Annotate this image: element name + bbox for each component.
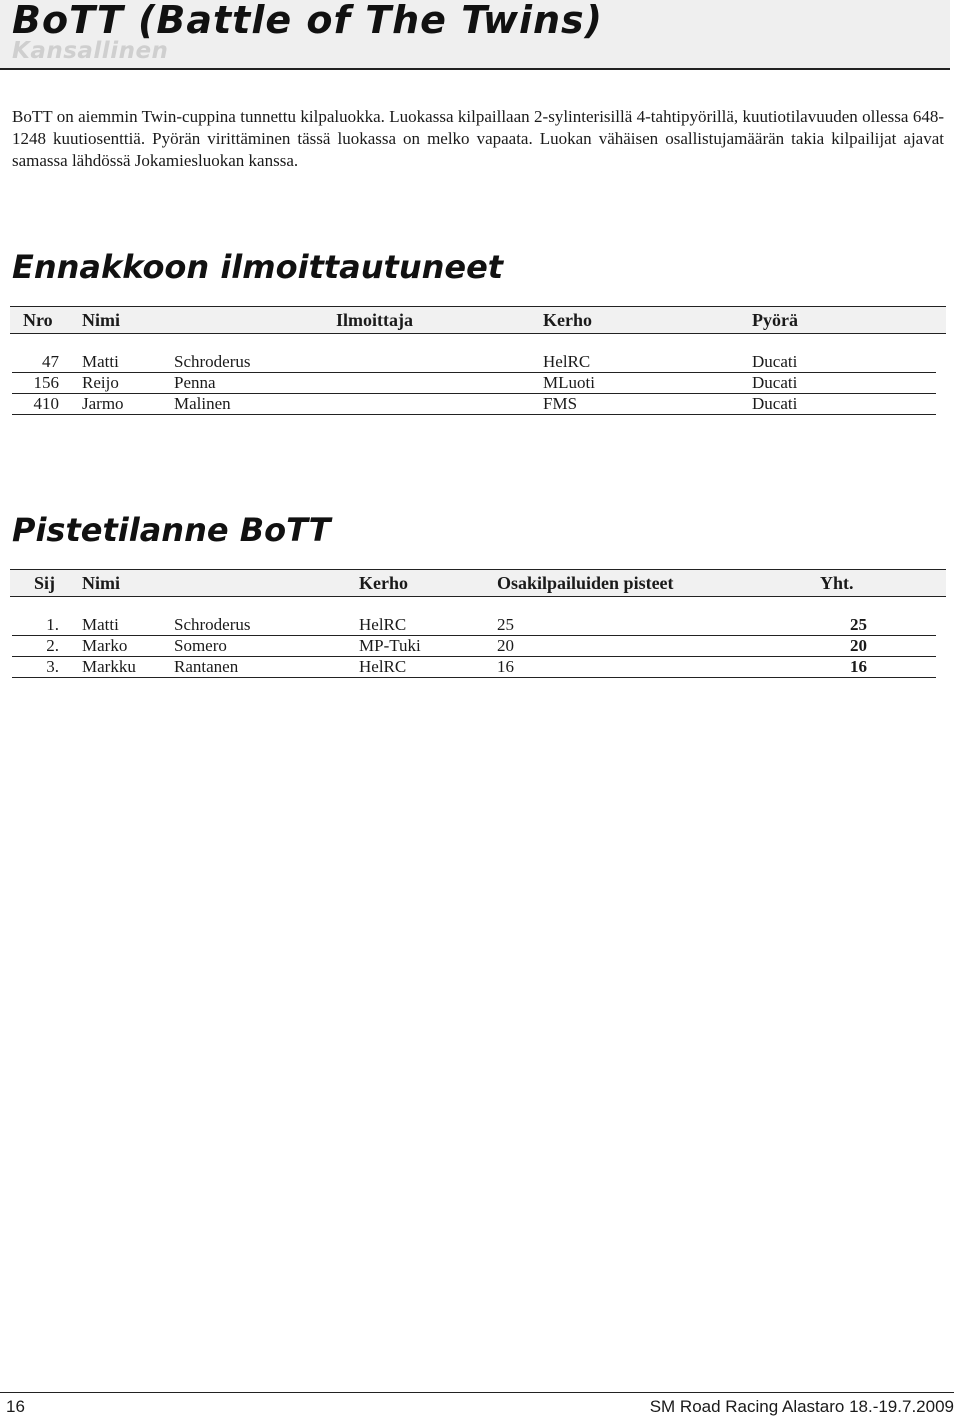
cell-pyora: Ducati [752,373,798,392]
table-row [12,636,936,657]
registered-heading: Ennakkoon ilmoittautuneet [12,248,504,286]
col-pyora: Pyörä [752,310,798,330]
cell-nro: 47 [42,352,59,371]
cell-yht: 25 [850,615,867,634]
cell-sij: 3. [46,657,59,676]
cell-yht: 16 [850,657,867,676]
cell-first-name: Markku [82,657,136,676]
cell-last-name: Schroderus [174,615,251,634]
cell-first-name: Reijo [82,373,119,392]
cell-last-name: Malinen [174,394,231,413]
cell-first-name: Jarmo [82,394,124,413]
standings-heading: Pistetilanne BoTT [12,511,331,549]
table-row [12,394,936,415]
cell-pyora: Ducati [752,352,798,371]
footer-event-title: SM Road Racing Alastaro 18.-19.7.2009 [649,1397,954,1416]
cell-nro: 156 [33,373,59,392]
cell-yht: 20 [850,636,867,655]
registered-table-header [10,306,946,334]
footer-rule [0,1392,954,1393]
col-nro: Nro [23,310,53,330]
page-number: 16 [6,1397,25,1416]
page-subtitle: Kansallinen [12,38,169,64]
col-nimi: Nimi [82,310,120,330]
cell-last-name: Penna [174,373,216,392]
cell-last-name: Schroderus [174,352,251,371]
cell-pyora: Ducati [752,394,798,413]
cell-pisteet: 16 [497,657,514,676]
table-row [12,615,936,636]
cell-last-name: Rantanen [174,657,239,676]
standings-table-header [10,569,946,597]
cell-pisteet: 25 [497,615,514,634]
table-row [12,373,936,394]
cell-kerho: MLuoti [543,373,595,392]
col-yht: Yht. [820,573,854,593]
cell-sij: 1. [46,615,59,634]
cell-kerho: HelRC [359,615,407,634]
page-title: BoTT (Battle of The Twins) [12,0,604,42]
col-kerho: Kerho [359,573,408,593]
cell-kerho: HelRC [359,657,407,676]
cell-pisteet: 20 [497,636,514,655]
cell-nro: 410 [33,394,59,413]
cell-first-name: Matti [82,352,119,371]
cell-first-name: Marko [82,636,128,655]
cell-last-name: Somero [174,636,227,655]
cell-kerho: HelRC [543,352,591,371]
intro-paragraph: BoTT on aiemmin Twin-cuppina tunnettu kilpaluokka. Luokassa kilpaillaan 2-sylinterisillä 4-tahtipyörillä, kuutiotilavuuden ollessa 648-1248 kuutiosenttiä. Pyörän virittäminen tässä luokassa on melko vapaata. Luokan vähäisen osallistujamäärän takia kilpailijat ajavat samassa lähdössä Jokamiesluokan kanssa. [12,107,944,170]
col-nimi: Nimi [82,573,120,593]
table-row [12,352,936,373]
table-row [12,657,936,678]
cell-sij: 2. [46,636,59,655]
col-ilmoittaja: Ilmoittaja [336,310,413,330]
col-sij: Sij [34,573,56,593]
cell-first-name: Matti [82,615,119,634]
col-kerho: Kerho [543,310,592,330]
cell-kerho: MP-Tuki [359,636,421,655]
col-pisteet: Osakilpailuiden pisteet [497,573,674,593]
page-header [0,0,950,70]
cell-kerho: FMS [543,394,578,413]
